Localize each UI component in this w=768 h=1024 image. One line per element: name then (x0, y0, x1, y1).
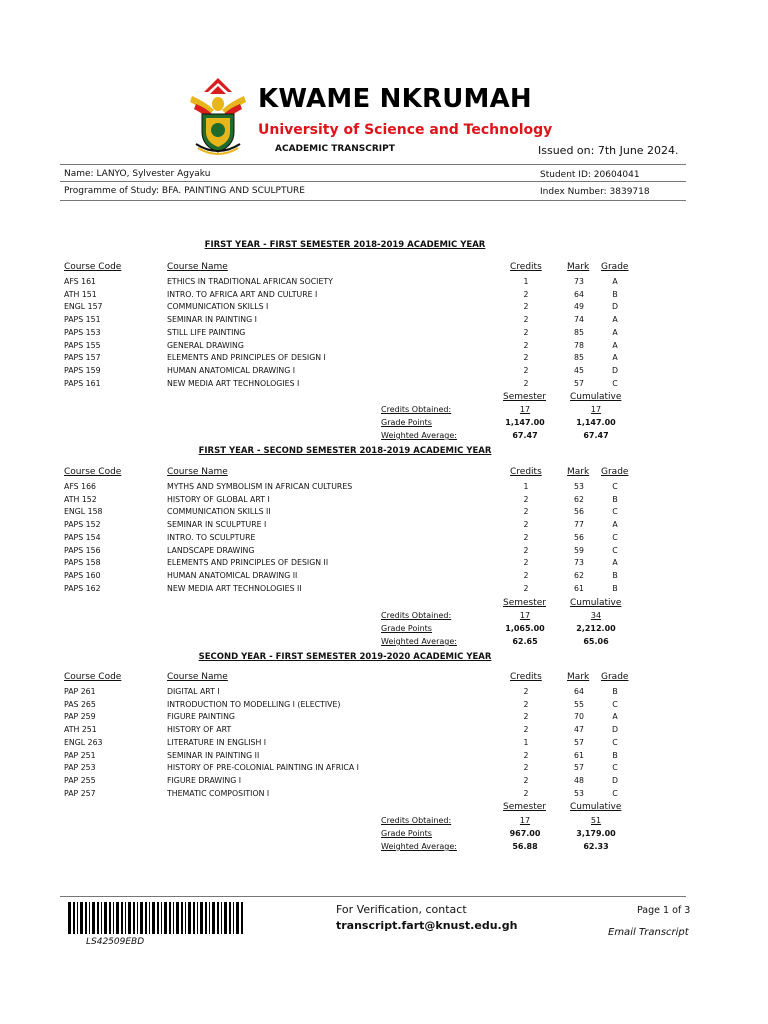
course-name: HISTORY OF GLOBAL ART I (167, 494, 270, 504)
grade-header: Grade (601, 467, 629, 477)
course-grade: C (612, 737, 618, 747)
weighted-average-label: Weighted Average: (381, 842, 457, 851)
barcode-bar (217, 902, 219, 934)
course-credits: 2 (523, 545, 529, 555)
course-mark: 57 (574, 737, 584, 747)
course-code: PAPS 154 (64, 532, 101, 542)
table-row (0, 751, 768, 764)
table-row (0, 277, 768, 290)
programme-of-study: Programme of Study: BFA. PAINTING AND SCULPTURE (64, 186, 305, 196)
course-code: PAPS 151 (64, 315, 101, 325)
course-grade: B (612, 750, 618, 760)
barcode-bar (104, 902, 107, 934)
course-name: HISTORY OF ART (167, 725, 232, 735)
barcode-bar (133, 902, 135, 934)
table-row (0, 328, 768, 341)
semester-weighted-average: 56.88 (512, 842, 538, 851)
course-code: AFS 166 (64, 482, 96, 491)
mark-header: Mark (567, 262, 590, 272)
verification-text: For Verification, contact (336, 903, 467, 916)
cumulative-credits: 51 (590, 816, 602, 825)
course-grade: C (612, 545, 618, 555)
course-grade: A (612, 277, 618, 286)
course-credits: 2 (523, 725, 529, 735)
barcode-bar (101, 902, 102, 934)
table-row (0, 379, 768, 392)
barcode-bar (188, 902, 191, 934)
header-divider (60, 164, 686, 165)
cumulative-grade-points: 1,147.00 (576, 418, 616, 427)
cumulative-column-header: Cumulative (570, 598, 622, 608)
grade-header: Grade (601, 672, 629, 682)
course-mark: 53 (574, 482, 584, 491)
course-code: PAPS 160 (64, 570, 101, 580)
course-code: PAP 251 (64, 750, 96, 760)
course-code: AFS 161 (64, 277, 96, 286)
issued-date: Issued on: 7th June 2024. (538, 144, 679, 157)
course-code: ATH 152 (64, 494, 97, 504)
barcode-bar (176, 902, 179, 934)
credits-header: Credits (510, 262, 542, 272)
course-code: PAPS 162 (64, 583, 101, 593)
course-mark: 64 (574, 687, 584, 696)
semester-credits: 17 (519, 405, 531, 414)
semester-title: SECOND YEAR - FIRST SEMESTER 2019-2020 ACADEMIC YEAR (198, 652, 492, 662)
course-credits: 1 (523, 737, 529, 747)
course-credits: 2 (523, 327, 529, 337)
course-name: THEMATIC COMPOSITION I (167, 788, 270, 798)
grade-points-label: Grade Points (381, 829, 432, 838)
barcode (68, 902, 244, 934)
course-mark: 85 (574, 327, 584, 337)
semester-column-header: Semester (503, 392, 547, 402)
course-mark: 61 (574, 750, 584, 760)
course-code: PAP 255 (64, 775, 96, 785)
course-grade: C (612, 507, 618, 517)
semester-column-header: Semester (503, 598, 547, 608)
cumulative-column-header: Cumulative (570, 802, 622, 812)
course-code: PAPS 155 (64, 340, 101, 350)
course-credits: 1 (523, 277, 529, 286)
semester-grade-points: 967.00 (509, 829, 541, 838)
course-name: STILL LIFE PAINTING (167, 327, 246, 337)
table-row (0, 776, 768, 789)
cumulative-grade-points: 3,179.00 (576, 829, 616, 838)
table-row (0, 482, 768, 495)
course-grade: C (612, 378, 618, 388)
barcode-bar (121, 902, 123, 934)
table-row (0, 558, 768, 571)
course-grade: D (611, 302, 618, 312)
course-name-header: Course Name (167, 467, 228, 477)
course-mark: 49 (574, 302, 584, 312)
course-mark: 53 (574, 788, 584, 798)
course-grade: C (612, 763, 618, 773)
course-mark: 70 (574, 712, 584, 722)
barcode-bar (125, 902, 126, 934)
course-mark: 57 (574, 378, 584, 388)
course-credits: 2 (523, 775, 529, 785)
course-credits: 2 (523, 494, 529, 504)
course-name: LITERATURE IN ENGLISH I (167, 737, 267, 747)
barcode-bar (241, 902, 243, 934)
course-grade: B (612, 583, 618, 593)
credits-header: Credits (510, 467, 542, 477)
course-name: ELEMENTS AND PRINCIPLES OF DESIGN I (167, 353, 326, 363)
mark-header: Mark (567, 467, 590, 477)
semester-credits: 17 (519, 816, 531, 825)
semester-title: FIRST YEAR - FIRST SEMESTER 2018-2019 ACADEMIC YEAR (204, 240, 486, 250)
weighted-average-label: Weighted Average: (381, 637, 457, 646)
course-code: PAPS 153 (64, 327, 101, 337)
semester-credits: 17 (519, 611, 531, 620)
semester-grade-points: 1,147.00 (505, 418, 545, 427)
course-name: SEMINAR IN PAINTING I (167, 315, 257, 325)
barcode-bar (80, 902, 83, 934)
credits-obtained-label: Credits Obtained: (381, 611, 452, 620)
barcode-bar (68, 902, 71, 934)
course-mark: 74 (574, 315, 584, 325)
course-grade: C (612, 788, 618, 798)
table-row (0, 353, 768, 366)
barcode-bar (221, 902, 222, 934)
barcode-bar (229, 902, 231, 934)
course-name: HISTORY OF PRE-COLONIAL PAINTING IN AFRICA I (167, 763, 359, 773)
course-code: ENGL 158 (64, 507, 103, 517)
barcode-bar (205, 902, 207, 934)
course-name: MYTHS AND SYMBOLISM IN AFRICAN CULTURES (167, 482, 353, 491)
course-name: SEMINAR IN PAINTING II (167, 750, 260, 760)
cumulative-credits: 17 (590, 405, 602, 414)
course-credits: 2 (523, 558, 529, 568)
course-code: PAS 265 (64, 699, 96, 709)
barcode-bar (169, 902, 171, 934)
table-row (0, 341, 768, 354)
barcode-bar (85, 902, 87, 934)
course-mark: 59 (574, 545, 584, 555)
course-grade: A (612, 520, 618, 530)
course-code: PAPS 156 (64, 545, 101, 555)
course-name: ELEMENTS AND PRINCIPLES OF DESIGN II (167, 558, 329, 568)
course-mark: 62 (574, 494, 584, 504)
course-name: COMMUNICATION SKILLS I (167, 302, 269, 312)
cumulative-weighted-average: 65.06 (583, 637, 609, 646)
credits-obtained-label: Credits Obtained: (381, 816, 452, 825)
course-code-header: Course Code (64, 672, 122, 682)
barcode-bar (89, 902, 90, 934)
course-code: PAPS 161 (64, 378, 101, 388)
course-mark: 56 (574, 507, 584, 517)
cumulative-column-header: Cumulative (570, 392, 622, 402)
barcode-bar (236, 902, 239, 934)
barcode-bar (97, 902, 99, 934)
course-grade: A (612, 340, 618, 350)
course-name: ETHICS IN TRADITIONAL AFRICAN SOCIETY (167, 277, 333, 286)
barcode-bar (209, 902, 210, 934)
index-number: Index Number: 3839718 (540, 187, 650, 197)
course-credits: 2 (523, 353, 529, 363)
course-credits: 2 (523, 788, 529, 798)
course-name: FIGURE DRAWING I (167, 775, 242, 785)
course-name: INTRODUCTION TO MODELLING I (ELECTIVE) (167, 699, 341, 709)
mark-header: Mark (567, 672, 590, 682)
course-mark: 61 (574, 583, 584, 593)
course-grade: B (612, 570, 618, 580)
course-grade: C (612, 532, 618, 542)
table-row (0, 571, 768, 584)
course-credits: 2 (523, 302, 529, 312)
cumulative-credits: 34 (590, 611, 602, 620)
barcode-bar (233, 902, 234, 934)
cumulative-weighted-average: 62.33 (583, 842, 609, 851)
course-credits: 2 (523, 583, 529, 593)
course-code: ENGL 263 (64, 737, 103, 747)
credits-obtained-label: Credits Obtained: (381, 405, 452, 414)
course-name-header: Course Name (167, 262, 228, 272)
course-credits: 2 (523, 712, 529, 722)
course-code: PAP 259 (64, 712, 96, 722)
credits-header: Credits (510, 672, 542, 682)
course-grade: C (612, 699, 618, 709)
email-transcript-label: Email Transcript (608, 927, 689, 938)
course-credits: 2 (523, 520, 529, 530)
table-row (0, 712, 768, 725)
semester-grade-points: 1,065.00 (505, 624, 545, 633)
semester-column-header: Semester (503, 802, 547, 812)
university-crest-logo (188, 74, 248, 158)
course-mark: 62 (574, 570, 584, 580)
course-grade: D (611, 365, 618, 375)
barcode-bar (140, 902, 143, 934)
course-grade: D (611, 775, 618, 785)
table-row (0, 789, 768, 802)
university-subtitle: University of Science and Technology (258, 122, 553, 138)
course-code: PAP 253 (64, 763, 96, 773)
table-row (0, 584, 768, 597)
cumulative-grade-points: 2,212.00 (576, 624, 616, 633)
course-code: PAPS 157 (64, 353, 101, 363)
course-grade: A (612, 327, 618, 337)
barcode-bar (224, 902, 227, 934)
barcode-bar (164, 902, 167, 934)
course-grade: B (612, 687, 618, 696)
course-name: COMMUNICATION SKILLS II (167, 507, 271, 517)
barcode-bar (193, 902, 195, 934)
barcode-bar (173, 902, 174, 934)
course-name: GENERAL DRAWING (167, 340, 244, 350)
table-row (0, 687, 768, 700)
course-name: DIGITAL ART I (167, 687, 220, 696)
course-code: ATH 151 (64, 289, 97, 299)
semester-title: FIRST YEAR - SECOND SEMESTER 2018-2019 ACADEMIC YEAR (198, 446, 492, 456)
course-code: ATH 251 (64, 725, 97, 735)
course-grade: A (612, 712, 618, 722)
course-code: PAPS 158 (64, 558, 101, 568)
page-number: Page 1 of 3 (637, 905, 691, 916)
barcode-bar (152, 902, 155, 934)
course-credits: 2 (523, 315, 529, 325)
table-row (0, 495, 768, 508)
course-name: FIGURE PAINTING (167, 712, 235, 722)
course-credits: 2 (523, 532, 529, 542)
course-mark: 73 (574, 277, 584, 286)
grade-points-label: Grade Points (381, 418, 432, 427)
footer-divider (60, 896, 686, 897)
verification-email[interactable]: transcript.fart@knust.edu.gh (336, 919, 518, 932)
barcode-bar (157, 902, 159, 934)
course-name: HUMAN ANATOMICAL DRAWING I (167, 365, 296, 375)
course-name: INTRO. TO SCULPTURE (167, 532, 256, 542)
table-row (0, 763, 768, 776)
barcode-bar (73, 902, 75, 934)
barcode-bar (149, 902, 150, 934)
course-grade: C (612, 482, 618, 491)
course-name: SEMINAR IN SCULPTURE I (167, 520, 267, 530)
course-mark: 85 (574, 353, 584, 363)
course-credits: 2 (523, 507, 529, 517)
barcode-code: LS42509EBD (86, 937, 145, 947)
info-divider (60, 181, 686, 182)
table-row (0, 290, 768, 303)
course-name: NEW MEDIA ART TECHNOLOGIES I (167, 378, 300, 388)
course-mark: 55 (574, 699, 584, 709)
table-row (0, 700, 768, 713)
course-name-header: Course Name (167, 672, 228, 682)
barcode-bar (92, 902, 95, 934)
document-type: ACADEMIC TRANSCRIPT (275, 144, 395, 154)
barcode-bar (128, 902, 131, 934)
barcode-bar (137, 902, 138, 934)
course-grade: A (612, 315, 618, 325)
course-credits: 2 (523, 570, 529, 580)
semester-weighted-average: 62.65 (512, 637, 538, 646)
table-row (0, 315, 768, 328)
course-code-header: Course Code (64, 262, 122, 272)
course-mark: 73 (574, 558, 584, 568)
course-mark: 57 (574, 763, 584, 773)
table-row (0, 546, 768, 559)
course-grade: D (611, 725, 618, 735)
course-mark: 56 (574, 532, 584, 542)
course-credits: 2 (523, 750, 529, 760)
barcode-bar (77, 902, 78, 934)
grade-points-label: Grade Points (381, 624, 432, 633)
course-code-header: Course Code (64, 467, 122, 477)
course-code: PAPS 152 (64, 520, 101, 530)
table-row (0, 507, 768, 520)
course-mark: 47 (574, 725, 584, 735)
student-id: Student ID: 20604041 (540, 170, 640, 180)
table-row (0, 738, 768, 751)
table-row (0, 533, 768, 546)
course-credits: 2 (523, 699, 529, 709)
course-code: PAPS 159 (64, 365, 101, 375)
course-credits: 2 (523, 378, 529, 388)
grade-header: Grade (601, 262, 629, 272)
course-name: HUMAN ANATOMICAL DRAWING II (167, 570, 298, 580)
barcode-bar (161, 902, 162, 934)
course-mark: 48 (574, 775, 584, 785)
barcode-bar (181, 902, 183, 934)
course-mark: 78 (574, 340, 584, 350)
course-credits: 2 (523, 763, 529, 773)
barcode-bar (145, 902, 147, 934)
info-divider-bottom (60, 200, 686, 201)
course-mark: 64 (574, 289, 584, 299)
student-name: Name: LANYO, Sylvester Agyaku (64, 169, 211, 179)
course-credits: 2 (523, 340, 529, 350)
barcode-bar (109, 902, 111, 934)
university-name: KWAME NKRUMAH (258, 84, 532, 114)
course-code: PAP 257 (64, 788, 96, 798)
weighted-average-label: Weighted Average: (381, 431, 457, 440)
course-grade: B (612, 289, 618, 299)
course-grade: B (612, 494, 618, 504)
course-grade: A (612, 558, 618, 568)
course-credits: 1 (523, 482, 529, 491)
barcode-bar (185, 902, 186, 934)
table-row (0, 366, 768, 379)
course-code: ENGL 157 (64, 302, 103, 312)
barcode-bar (197, 902, 198, 934)
course-grade: A (612, 353, 618, 363)
barcode-bar (200, 902, 203, 934)
course-mark: 45 (574, 365, 584, 375)
barcode-bar (212, 902, 215, 934)
table-row (0, 302, 768, 315)
course-name: INTRO. TO AFRICA ART AND CULTURE I (167, 289, 318, 299)
course-credits: 2 (523, 365, 529, 375)
course-code: PAP 261 (64, 687, 96, 696)
course-name: LANDSCAPE DRAWING (167, 545, 255, 555)
semester-weighted-average: 67.47 (512, 431, 538, 440)
course-credits: 2 (523, 289, 529, 299)
barcode-bar (116, 902, 119, 934)
course-credits: 2 (523, 687, 529, 696)
table-row (0, 725, 768, 738)
barcode-bar (113, 902, 114, 934)
course-name: NEW MEDIA ART TECHNOLOGIES II (167, 583, 302, 593)
table-row (0, 520, 768, 533)
cumulative-weighted-average: 67.47 (583, 431, 609, 440)
course-mark: 77 (574, 520, 584, 530)
